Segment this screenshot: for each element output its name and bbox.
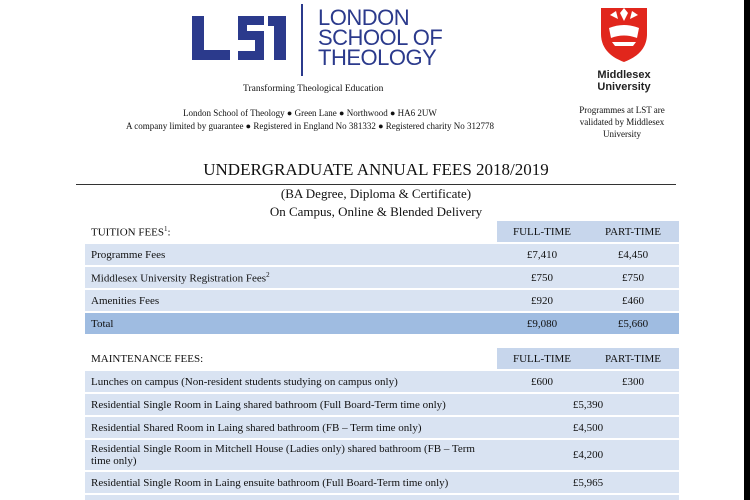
fee-full-time: £750 [497,266,587,289]
document-title: UNDERGRADUATE ANNUAL FEES 2018/2019 [76,160,676,185]
fee-description: Programme Fees [85,243,497,266]
table-row [85,370,679,393]
total-part-time: £5,660 [587,312,679,335]
fee-part-time: £4,450 [587,243,679,266]
lst-wordmark [318,5,443,70]
fee-amount: £4,200 [497,439,679,471]
column-header-part-time: PART-TIME [587,221,679,243]
company-line: A company limited by guarantee ● Registered in England No 381332 ● Registered charity No 312778 [125,121,495,131]
tagline: Transforming Theological Education [243,84,384,94]
table-row [85,471,679,494]
table-row [85,439,679,471]
fee-description [85,266,497,289]
middlesex-logo [592,6,656,93]
fee-part-time: £750 [587,266,679,289]
tuition-heading-text: TUITION FEES [91,226,165,239]
middlesex-name-line-1: Middlesex [597,69,651,81]
table-row [85,494,679,500]
tuition-fees-table [85,221,679,336]
section-heading: MAINTENANCE FEES: [85,348,497,370]
fee-full-time: £600 [497,370,587,393]
table-row [85,289,679,312]
maintenance-fees-table [85,348,679,500]
middlesex-shield-icon [598,6,650,64]
document-subtitle [76,185,676,221]
wordmark-line-3: THEOLOGY [318,45,437,70]
wordmark-line-1: LONDON [318,5,410,30]
lst-logo [190,4,448,78]
fee-description: Residential Single Room in Laing shared bathroom (Full Board-Term time only) [85,393,497,416]
fee-description: Amenities Fees [85,289,497,312]
fee-description: Residential Single Room in Mitchell House (Ladies only) shared bathroom (FB – Term time only) [85,439,497,471]
total-row [85,312,679,335]
table-header-row [85,348,679,370]
subtitle-line-1: (BA Degree, Diploma & Certificate) [280,186,472,201]
fee-amount [497,494,679,500]
table-header-row [85,221,679,243]
wordmark-line-2: SCHOOL OF [318,25,443,50]
fee-description-text: Middlesex University Registration Fees [91,272,267,285]
fee-full-time: £7,410 [497,243,587,266]
column-header-full-time: FULL-TIME [497,221,587,243]
fee-description: Lunches on campus (Non-resident students studying on campus only) [85,370,497,393]
fee-part-time: £300 [587,370,679,393]
fee-description: Residential Single Room in Laing ensuite bathroom (Full Board-Term time only) [85,471,497,494]
footnote-marker: 2 [266,270,270,279]
table-row [85,393,679,416]
fee-full-time: £920 [497,289,587,312]
fee-amount: £5,390 [497,393,679,416]
fee-amount: £4,500 [497,416,679,439]
column-header-full-time: FULL-TIME [497,348,587,370]
validation-note: Programmes at LST are validated by Middlesex University [579,105,665,139]
address-line: London School of Theology ● Green Lane ● Northwood ● HA6 2UW [183,108,437,118]
table-row [85,243,679,266]
fee-amount: £5,965 [497,471,679,494]
footnote-marker: 1 [164,224,168,233]
fee-description: Residential Shared Room in Laing shared bathroom (FB – Term time only) [85,416,497,439]
total-label: Total [85,312,497,335]
fee-part-time: £460 [587,289,679,312]
middlesex-name [592,69,656,93]
tuition-heading-suffix: : [167,226,171,239]
column-header-part-time: PART-TIME [587,348,679,370]
table-row [85,266,679,289]
subtitle-line-2: On Campus, Online & Blended Delivery [269,204,483,219]
lst-monogram-icon [190,4,310,78]
table-row [85,416,679,439]
fee-description [85,494,497,500]
section-heading [85,221,497,243]
address-block [110,107,510,133]
middlesex-name-line-2: University [597,81,651,93]
total-full-time: £9,080 [497,312,587,335]
